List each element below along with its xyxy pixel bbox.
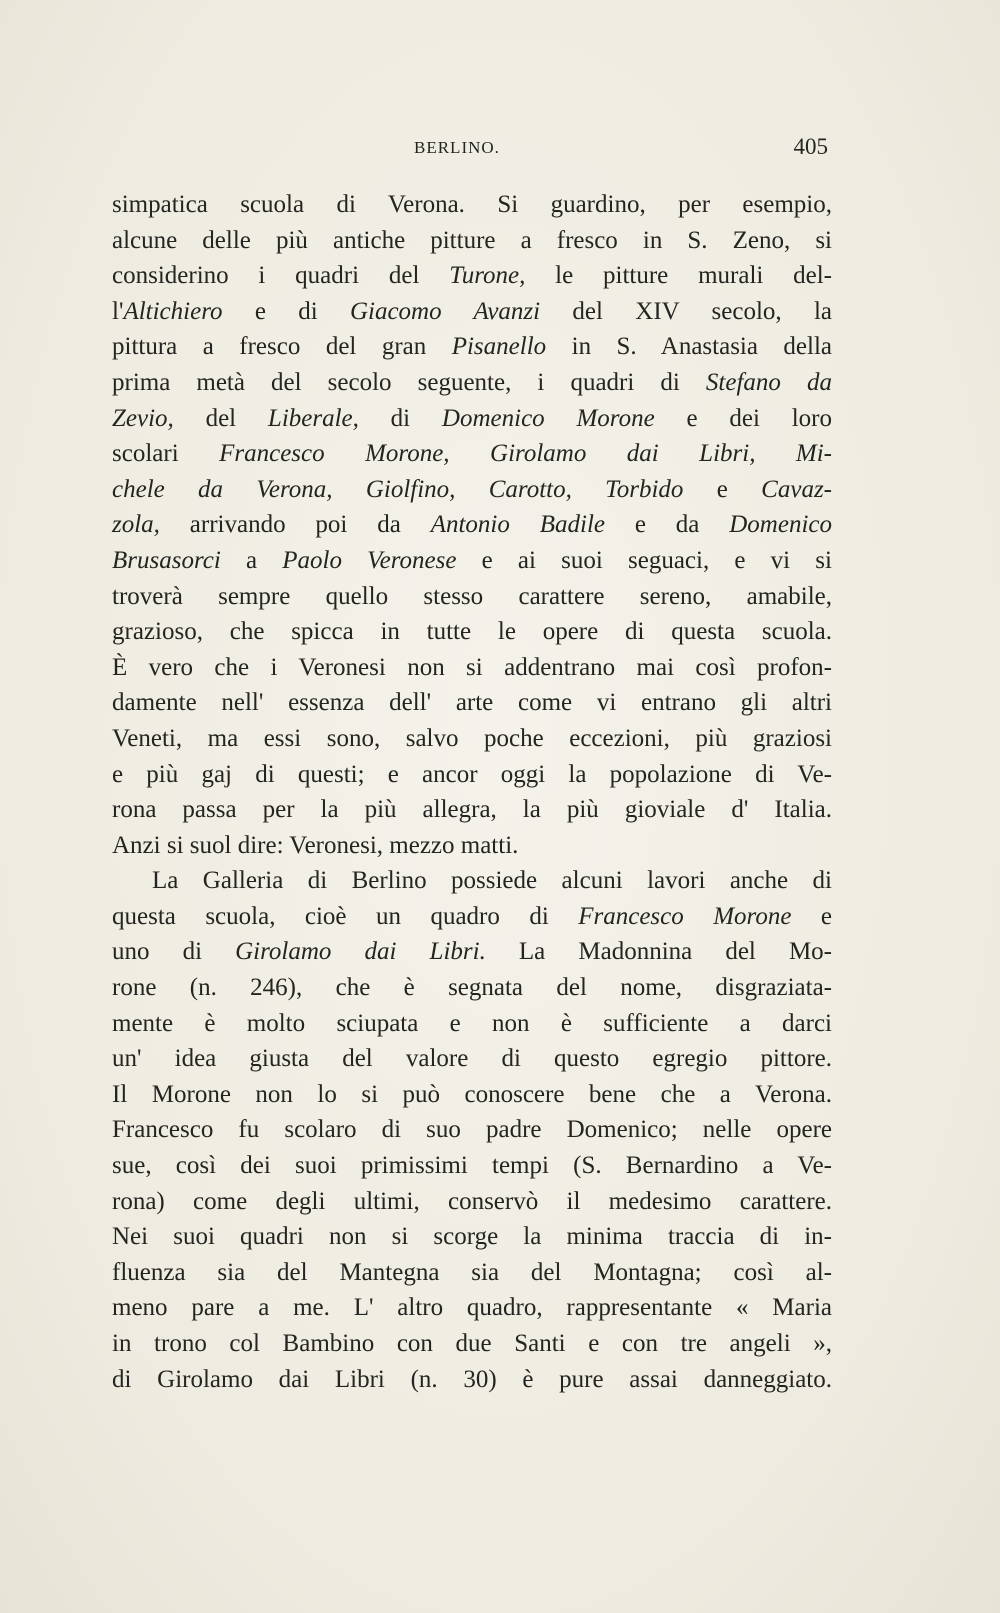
text-segment: e da xyxy=(604,511,730,539)
text-segment: sue, così dei suoi primissimi tempi (S. Bernardino a Ve- xyxy=(112,1152,832,1180)
page-number: 405 xyxy=(793,134,828,159)
text-line xyxy=(112,365,832,401)
text-line xyxy=(112,1077,832,1113)
italic-text: Pisanello xyxy=(451,333,547,361)
text-line xyxy=(112,223,832,259)
text-segment: Il Morone non lo si può conoscere bene che a Verona. xyxy=(112,1080,832,1108)
text-segment: di Girolamo dai Libri (n. 30) è pure assai danneggiato. xyxy=(112,1365,832,1393)
text-segment: pittura a fresco del gran xyxy=(112,333,452,361)
text-segment: rona) come degli ultimi, conservò il medesimo carattere. xyxy=(112,1187,832,1215)
text-line xyxy=(112,721,832,757)
italic-text: Brusasorci xyxy=(112,546,221,574)
text-line xyxy=(112,1148,832,1184)
text-segment: rona passa per la più allegra, la più gioviale d' Italia. xyxy=(112,796,832,824)
text-line xyxy=(112,436,832,472)
text-line xyxy=(112,401,832,437)
text-segment: Nei suoi quadri non si scorge la minima traccia di in- xyxy=(112,1223,832,1251)
text-segment: le pitture murali del- xyxy=(525,262,832,290)
italic-text: Paolo Veronese xyxy=(282,546,457,574)
text-segment: rone (n. 246), che è segnata del nome, disgraziata- xyxy=(112,974,832,1002)
body-text xyxy=(112,187,832,1397)
text-line xyxy=(112,1219,832,1255)
text-line xyxy=(112,757,832,793)
text-line xyxy=(112,258,832,294)
text-line xyxy=(112,1006,832,1042)
text-line xyxy=(112,1362,832,1398)
text-segment: damente nell' essenza dell' arte come vi entrano gli altri xyxy=(112,689,832,717)
italic-text: Domenico Morone xyxy=(441,404,655,432)
italic-text: Domenico xyxy=(729,511,832,539)
text-line xyxy=(112,1255,832,1291)
text-segment: e xyxy=(683,475,762,503)
text-line xyxy=(112,1112,832,1148)
text-line xyxy=(112,970,832,1006)
text-segment: uno di xyxy=(112,938,236,966)
text-line xyxy=(112,1290,832,1326)
text-segment: un' idea giusta del valore di questo egregio pittore. xyxy=(112,1045,832,1073)
text-segment: mente è molto sciupata e non è sufficiente a darci xyxy=(112,1009,832,1037)
italic-text: Cavaz- xyxy=(761,475,832,503)
page-header xyxy=(112,134,828,166)
text-segment: grazioso, che spicca in tutte le opere di questa scuola. xyxy=(112,618,832,646)
text-line xyxy=(112,934,832,970)
text-segment: e ai suoi seguaci, e vi si xyxy=(456,546,832,574)
text-segment: a xyxy=(220,546,283,574)
text-segment: alcune delle più antiche pitture a fresco in S. Zeno, si xyxy=(112,226,832,254)
italic-text: Turone, xyxy=(449,262,526,290)
italic-text: Francesco Morone, Girolamo dai Libri, Mi- xyxy=(219,440,833,468)
text-line xyxy=(112,579,832,615)
italic-text: Girolamo dai Libri. xyxy=(235,938,486,966)
text-line xyxy=(112,507,832,543)
text-line xyxy=(112,1041,832,1077)
text-segment: scolari xyxy=(112,440,220,468)
italic-text: Francesco Morone xyxy=(578,902,792,930)
text-line xyxy=(112,329,832,365)
text-line xyxy=(112,294,832,330)
text-line xyxy=(112,1184,832,1220)
text-line xyxy=(112,1326,832,1362)
text-line xyxy=(112,863,832,899)
text-segment: del xyxy=(173,404,268,432)
text-segment: meno pare a me. L' altro quadro, rappresentante « Maria xyxy=(112,1294,832,1322)
text-line xyxy=(112,187,832,223)
text-segment: Anzi si suol dire: Veronesi, mezzo matti. xyxy=(112,831,519,859)
text-segment: troverà sempre quello stesso carattere sereno, amabile, xyxy=(112,582,832,610)
text-segment: arrivando poi da xyxy=(159,511,431,539)
text-segment: Francesco fu scolaro di suo padre Domenico; nelle opere xyxy=(112,1116,832,1144)
text-segment: e più gaj di questi; e ancor oggi la popolazione di Ve- xyxy=(112,760,832,788)
text-line xyxy=(112,685,832,721)
text-segment: Veneti, ma essi sono, salvo poche eccezioni, più graziosi xyxy=(112,724,832,752)
text-segment: e di xyxy=(222,297,350,325)
text-segment: e xyxy=(791,902,832,930)
italic-text: Liberale, xyxy=(267,404,359,432)
text-segment: prima metà del secolo seguente, i quadri di xyxy=(112,368,706,396)
italic-text: zola, xyxy=(112,511,160,539)
running-head: BERLINO. xyxy=(414,138,500,157)
text-segment: in trono col Bambino con due Santi e con tre angeli », xyxy=(112,1330,832,1357)
text-segment: e dei loro xyxy=(654,404,832,432)
text-segment: È vero che i Veronesi non si addentrano mai così profon- xyxy=(112,653,832,681)
text-segment: La Galleria di Berlino possiede alcuni lavori anche di xyxy=(152,867,832,895)
text-segment: fluenza sia del Mantegna sia del Montagna; così al- xyxy=(112,1258,832,1286)
text-line xyxy=(112,828,832,864)
text-line xyxy=(112,543,832,579)
italic-text: chele da Verona, Giolfino, Carotto, Torbido xyxy=(112,475,684,503)
text-segment: del XIV secolo, la xyxy=(540,297,832,325)
text-segment: La Madonnina del Mo- xyxy=(485,938,832,966)
text-line xyxy=(112,614,832,650)
italic-text: Zevio, xyxy=(112,404,174,432)
text-line xyxy=(112,472,832,508)
text-line xyxy=(112,650,832,686)
text-line xyxy=(112,792,832,828)
italic-text: Stefano da xyxy=(705,368,832,396)
text-segment: l' xyxy=(112,297,124,325)
text-segment: simpatica scuola di Verona. Si guardino, per esempio, xyxy=(112,191,832,218)
text-segment: questa scuola, cioè un quadro di xyxy=(112,902,579,930)
italic-text: Antonio Badile xyxy=(430,511,605,539)
text-segment: in S. Anastasia della xyxy=(546,333,833,361)
text-line xyxy=(112,899,832,935)
italic-text: Altichiero xyxy=(123,297,223,325)
text-segment: di xyxy=(358,404,442,432)
italic-text: Giacomo Avanzi xyxy=(349,297,541,325)
text-segment: considerino i quadri del xyxy=(112,262,450,290)
